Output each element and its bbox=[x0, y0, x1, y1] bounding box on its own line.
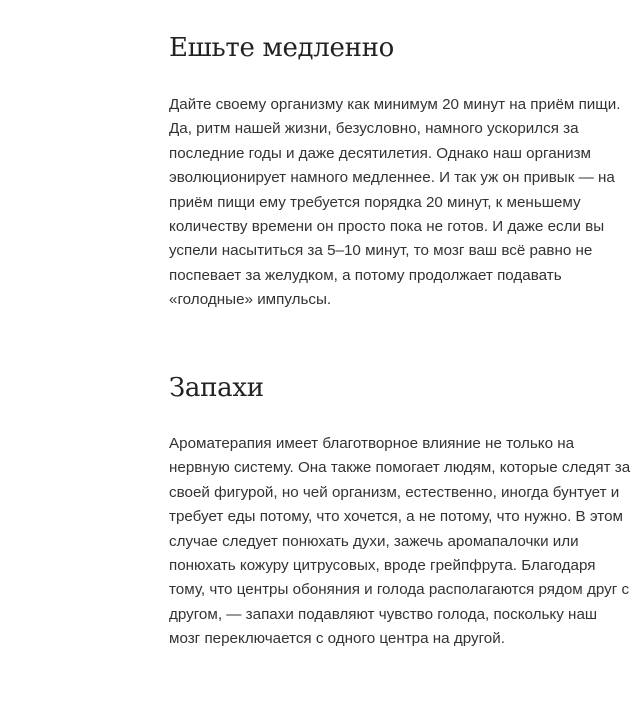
section-paragraph-eat-slowly: Дайте своему организму как минимум 20 минут на приём пищи. Да, ритм нашей жизни, безусловно, намного ускорился за последние годы и даже десятилетия. Однако наш организм эволюционирует намного медленнее. И так уж он привык — на приём пищи ему требуется порядка 20 минут, к меньшему количеству времени он просто пока не готов. И даже если вы успели насытиться за 5–10 минут, то мозг ваш всё равно не поспевает за желудком, а потому продолжает подавать «голодные» импульсы. bbox=[169, 96, 621, 309]
section-paragraph-smells: Ароматерапия имеет благотворное влияние не только на нервную систему. Она также помогает людям, которые следят за своей фигурой, но чей организм, естественно, иногда бунтует и требует еды потому, что хочется, а не потому, что нужно. В этом случае следует понюхать духи, зажечь аромапалочки или понюхать кожуру цитрусовых, вроде грейпфрута. Благодаря тому, что центры обоняния и голода располагаются рядом друг с другом, — запахи подавляют чувство голода, поскольку наш мозг переключается с одного центра на другой. bbox=[169, 435, 631, 648]
section-title-eat-slowly: Ешьте медленно bbox=[169, 33, 394, 63]
section-title-smells: Запахи bbox=[169, 373, 264, 403]
